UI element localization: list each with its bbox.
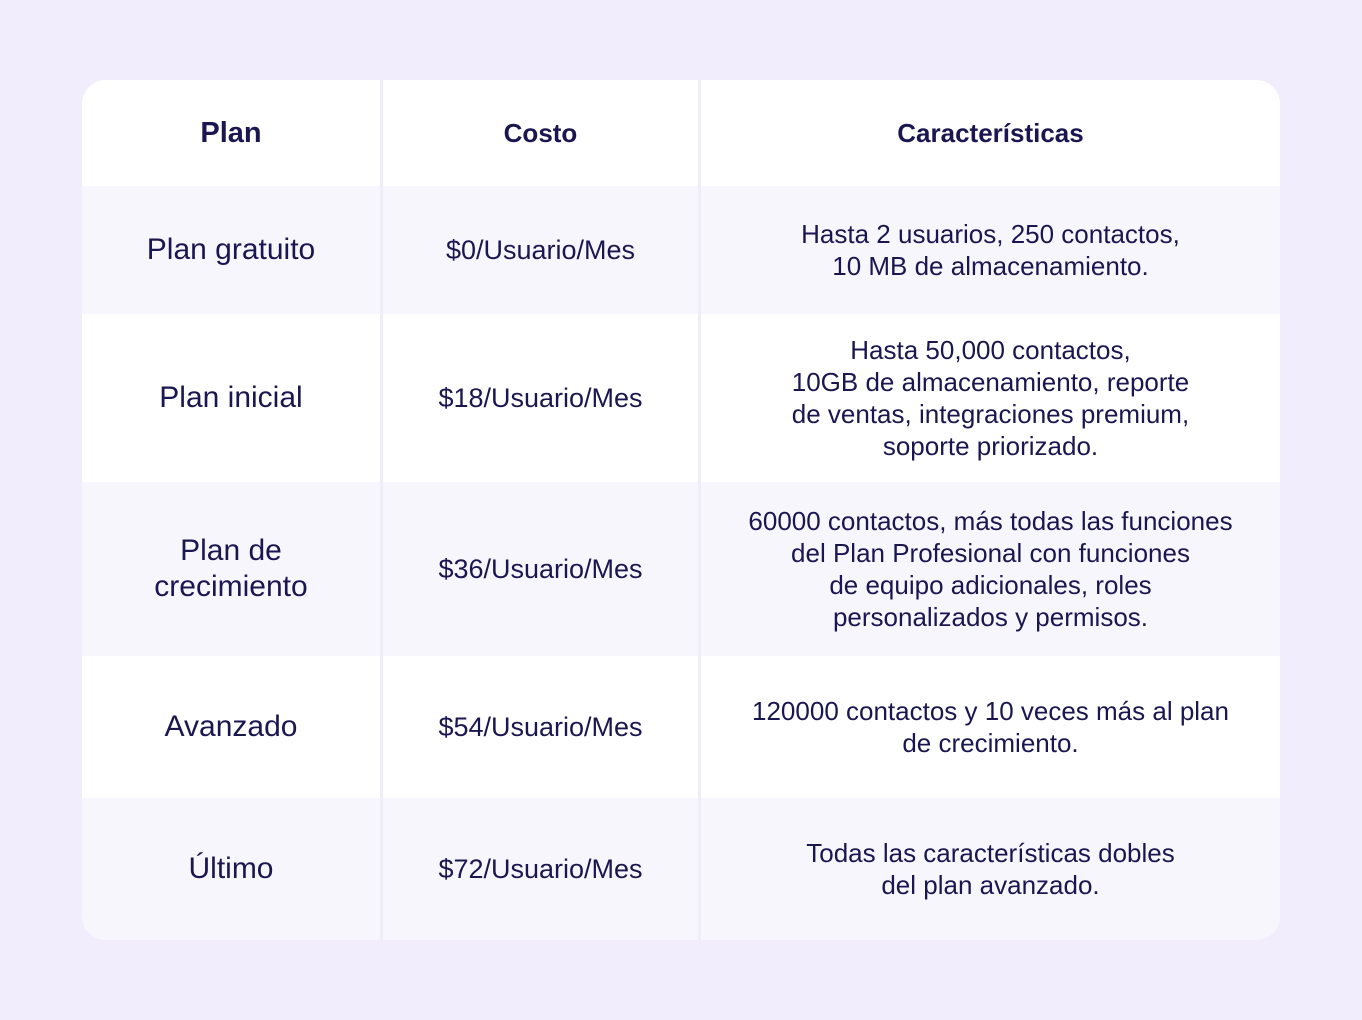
plan-cost-cell: $0/Usuario/Mes: [380, 186, 698, 314]
plan-features-cell: Todas las características dobles del plan avanzado.: [698, 798, 1280, 940]
plan-features-cell: Hasta 2 usuarios, 250 contactos, 10 MB de almacenamiento.: [698, 186, 1280, 314]
plan-features-cell: 120000 contactos y 10 veces más al plan de crecimiento.: [698, 656, 1280, 798]
plan-name-cell: Plan gratuito: [82, 186, 380, 314]
header-plan: Plan: [82, 80, 380, 186]
header-cost: Costo: [380, 80, 698, 186]
pricing-table: [82, 80, 1280, 940]
header-features: Características: [698, 80, 1280, 186]
plan-name-cell: Plan de crecimiento: [82, 482, 380, 656]
plan-features-cell: Hasta 50,000 contactos, 10GB de almacenamiento, reporte de ventas, integraciones premium, soporte priorizado.: [698, 314, 1280, 482]
pricing-table-card: [82, 80, 1280, 940]
plan-features-cell: 60000 contactos, más todas las funciones del Plan Profesional con funciones de equipo adicionales, roles personalizados y permisos.: [698, 482, 1280, 656]
plan-cost-cell: $72/Usuario/Mes: [380, 798, 698, 940]
plan-name-cell: Último: [82, 798, 380, 940]
plan-name-cell: Avanzado: [82, 656, 380, 798]
plan-cost-cell: $36/Usuario/Mes: [380, 482, 698, 656]
plan-name-cell: Plan inicial: [82, 314, 380, 482]
plan-cost-cell: $54/Usuario/Mes: [380, 656, 698, 798]
plan-cost-cell: $18/Usuario/Mes: [380, 314, 698, 482]
